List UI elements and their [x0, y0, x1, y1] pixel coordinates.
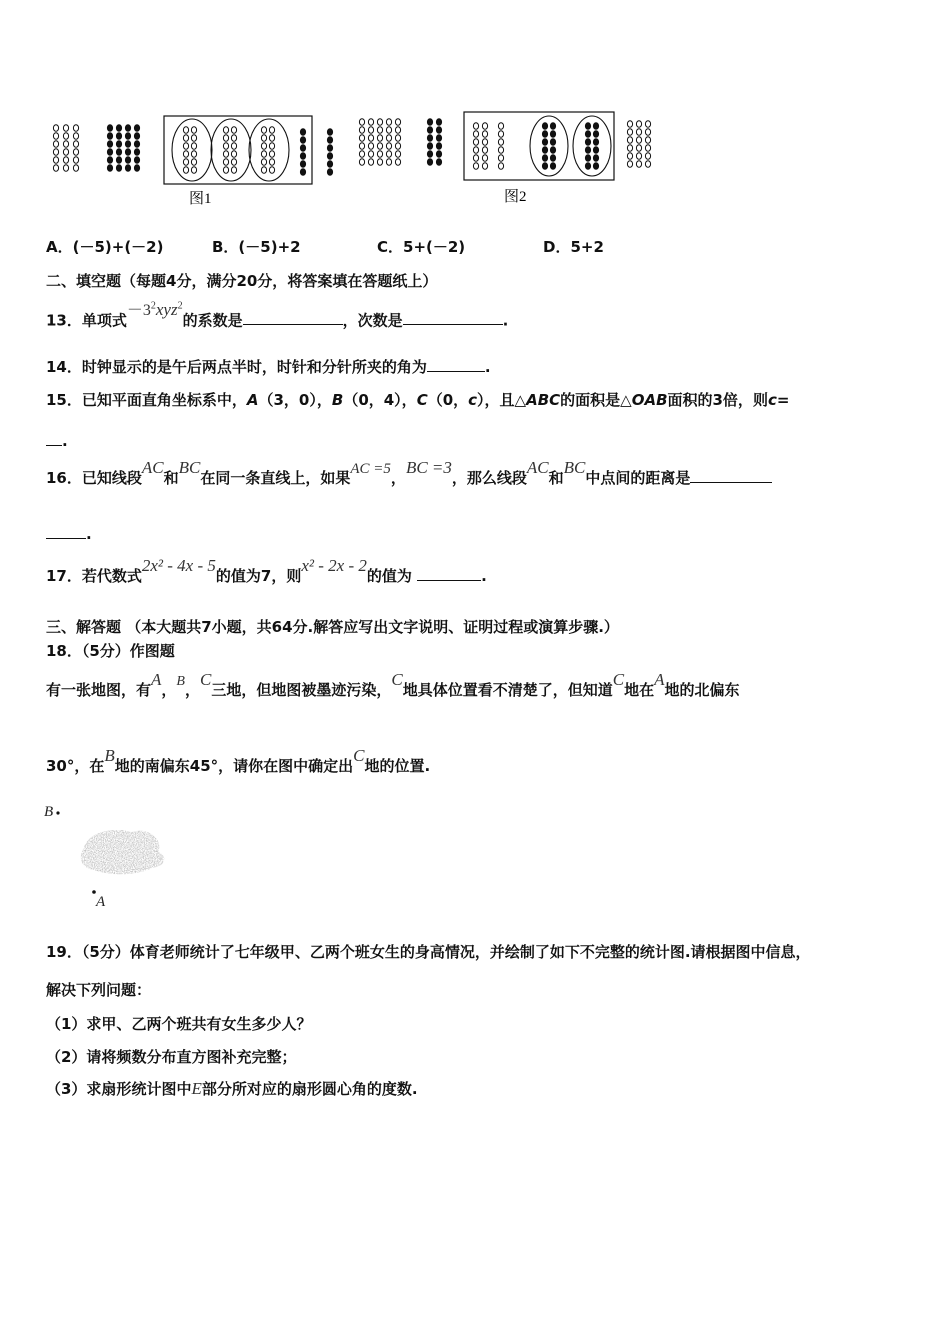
filled-dot — [427, 135, 432, 141]
answer-blank[interactable] — [243, 310, 343, 325]
point-b-label: B — [44, 804, 54, 820]
map-figure — [40, 796, 190, 916]
hollow-dot — [73, 125, 78, 131]
filled-dot — [427, 119, 432, 125]
hollow-dot — [183, 159, 188, 165]
hollow-dot — [395, 127, 400, 133]
hollow-dot — [191, 135, 196, 141]
hollow-dot — [223, 127, 228, 133]
hollow-dot — [183, 151, 188, 157]
filled-dot — [107, 149, 112, 155]
hollow-dot — [368, 151, 373, 157]
hollow-dot — [223, 159, 228, 165]
filled-dot — [550, 139, 555, 145]
hollow-dot — [269, 135, 274, 141]
filled-dot — [593, 155, 598, 161]
hollow-dot — [359, 151, 364, 157]
hollow-dot — [63, 149, 68, 155]
hollow-dot — [359, 119, 364, 125]
figure2-oval — [573, 116, 611, 176]
hollow-dot — [498, 147, 503, 153]
filled-dot — [550, 155, 555, 161]
hollow-dot — [482, 123, 487, 129]
filled-dot — [585, 123, 590, 129]
filled-dot — [300, 145, 305, 151]
hollow-dot — [63, 157, 68, 163]
hollow-dot — [627, 153, 632, 159]
hollow-dot — [191, 127, 196, 133]
point-b[interactable] — [56, 811, 59, 814]
hollow-dot — [627, 161, 632, 167]
filled-dot — [542, 147, 547, 153]
filled-dot — [125, 157, 130, 163]
filled-dot — [593, 131, 598, 137]
hollow-dot — [627, 129, 632, 135]
hollow-dot — [231, 159, 236, 165]
filled-dot — [125, 125, 130, 131]
hollow-dot — [73, 157, 78, 163]
question-18-line2: 30°，在B地的南偏东45°，请你在图中确定出C地的位置. — [46, 746, 431, 775]
hollow-dot — [645, 137, 650, 143]
filled-dot — [542, 139, 547, 145]
hollow-dot — [231, 127, 236, 133]
hollow-dot — [261, 127, 266, 133]
hollow-dot — [73, 165, 78, 171]
filled-dot — [327, 137, 332, 143]
hollow-dot — [368, 143, 373, 149]
hollow-dot — [223, 143, 228, 149]
hollow-dot — [498, 123, 503, 129]
filled-dot — [116, 133, 121, 139]
hollow-dot — [636, 145, 641, 151]
question-17: 17．若代数式2x² - 4x - 5的值为7，则x² - 2x - 2的值为 . — [46, 556, 487, 585]
figure2-caption: 图2 — [504, 189, 527, 205]
hollow-dot — [269, 127, 274, 133]
hollow-dot — [645, 145, 650, 151]
point-a-label: A — [96, 894, 106, 910]
hollow-dot — [53, 125, 58, 131]
hollow-dot — [386, 143, 391, 149]
filled-dot — [436, 119, 441, 125]
hollow-dot — [53, 133, 58, 139]
filled-dot — [116, 149, 121, 155]
filled-dot — [542, 131, 547, 137]
hollow-dot — [368, 127, 373, 133]
filled-dot — [436, 151, 441, 157]
filled-dot — [585, 155, 590, 161]
hollow-dot — [261, 159, 266, 165]
hollow-dot — [473, 147, 478, 153]
hollow-dot — [498, 155, 503, 161]
hollow-dot — [269, 159, 274, 165]
hollow-dot — [395, 151, 400, 157]
filled-dot — [134, 157, 139, 163]
hollow-dot — [636, 161, 641, 167]
hollow-dot — [386, 135, 391, 141]
filled-dot — [107, 165, 112, 171]
hollow-dot — [73, 149, 78, 155]
figure1-box — [164, 116, 312, 184]
filled-dot — [107, 125, 112, 131]
filled-dot — [300, 137, 305, 143]
filled-dot — [427, 127, 432, 133]
q13-math: $-3^2xyz^2$ — [126, 300, 183, 320]
hollow-dot — [63, 125, 68, 131]
filled-dot — [585, 163, 590, 169]
filled-dot — [134, 165, 139, 171]
filled-dot — [125, 141, 130, 147]
question-19-sub3: （3）求扇形统计图中E部分所对应的扇形圆心角的度数. — [46, 1079, 418, 1098]
hollow-dot — [191, 143, 196, 149]
hollow-dot — [482, 155, 487, 161]
hollow-dot — [269, 167, 274, 173]
hollow-dot — [473, 123, 478, 129]
hollow-dot — [498, 139, 503, 145]
filled-dot — [107, 157, 112, 163]
hollow-dot — [386, 159, 391, 165]
hollow-dot — [627, 121, 632, 127]
hollow-dot — [63, 133, 68, 139]
hollow-dot — [395, 143, 400, 149]
hollow-dot — [191, 159, 196, 165]
hollow-dot — [645, 161, 650, 167]
hollow-dot — [359, 159, 364, 165]
hollow-dot — [482, 163, 487, 169]
filled-dot — [550, 131, 555, 137]
hollow-dot — [482, 139, 487, 145]
figure1-oval — [211, 119, 251, 181]
filled-dot — [585, 131, 590, 137]
filled-dot — [134, 133, 139, 139]
filled-dot — [125, 149, 130, 155]
filled-dot — [116, 125, 121, 131]
question-18-title: 18．（5分）作图题 — [46, 642, 175, 660]
hollow-dot — [73, 141, 78, 147]
hollow-dot — [191, 167, 196, 173]
question-19-sub2: （2）请将频数分布直方图补充完整； — [46, 1048, 297, 1066]
hollow-dot — [377, 143, 382, 149]
question-19-sub1: （1）求甲、乙两个班共有女生多少人？ — [46, 1015, 312, 1033]
filled-dot — [542, 163, 547, 169]
hollow-dot — [377, 151, 382, 157]
hollow-dot — [645, 129, 650, 135]
question-16: 16．已知线段AC和BC在同一条直线上，如果AC =5，BC =3，那么线段AC和BC中点间的距离是 — [46, 458, 772, 499]
hollow-dot — [636, 121, 641, 127]
figure2-oval — [530, 116, 568, 176]
hollow-dot — [231, 135, 236, 141]
hollow-dot — [627, 145, 632, 151]
hollow-dot — [261, 167, 266, 173]
ink-blot — [81, 830, 164, 874]
hollow-dot — [53, 149, 58, 155]
hollow-dot — [395, 119, 400, 125]
figure1-oval — [249, 119, 289, 181]
filled-dot — [550, 163, 555, 169]
filled-dot — [107, 133, 112, 139]
filled-dot — [436, 135, 441, 141]
hollow-dot — [231, 167, 236, 173]
hollow-dot — [223, 151, 228, 157]
filled-dot — [300, 169, 305, 175]
hollow-dot — [377, 135, 382, 141]
filled-dot — [593, 147, 598, 153]
question-14: 14．时钟显示的是午后两点半时，时针和分针所夹的角为 . — [46, 358, 491, 376]
q13-prefix: 13．单项式 — [46, 311, 127, 330]
filled-dot — [134, 149, 139, 155]
hollow-dot — [269, 151, 274, 157]
filled-dot — [550, 123, 555, 129]
hollow-dot — [395, 135, 400, 141]
question-19-line1: 19．（5分）体育老师统计了七年级甲、乙两个班女生的身高情况，并绘制了如下不完整的统计图.请根据图中信息， — [46, 943, 811, 961]
filled-dot — [300, 129, 305, 135]
filled-dot — [125, 133, 130, 139]
filled-dot — [134, 125, 139, 131]
hollow-dot — [359, 143, 364, 149]
filled-dot — [327, 161, 332, 167]
hollow-dot — [498, 131, 503, 137]
filled-dot — [125, 165, 130, 171]
hollow-dot — [473, 155, 478, 161]
hollow-dot — [636, 137, 641, 143]
section2-title: 二、填空题（每题4分，满分20分，将答案填在答题纸上） — [46, 272, 438, 290]
hollow-dot — [395, 159, 400, 165]
filled-dot — [542, 123, 547, 129]
filled-dot — [116, 141, 121, 147]
hollow-dot — [645, 153, 650, 159]
hollow-dot — [377, 127, 382, 133]
hollow-dot — [223, 135, 228, 141]
hollow-dot — [386, 127, 391, 133]
hollow-dot — [645, 121, 650, 127]
hollow-dot — [359, 127, 364, 133]
hollow-dot — [386, 119, 391, 125]
filled-dot — [436, 143, 441, 149]
answer-blank[interactable] — [417, 566, 481, 581]
hollow-dot — [627, 137, 632, 143]
figure1-caption: 图1 — [189, 191, 212, 207]
hollow-dot — [223, 167, 228, 173]
hollow-dot — [368, 159, 373, 165]
hollow-dot — [53, 157, 58, 163]
filled-dot — [593, 139, 598, 145]
section3-title: 三、解答题 （本大题共7小题，共64分.解答应写出文字说明、证明过程或演算步骤.） — [46, 618, 619, 636]
filled-dot — [427, 151, 432, 157]
filled-dot — [327, 169, 332, 175]
hollow-dot — [261, 135, 266, 141]
hollow-dot — [636, 129, 641, 135]
filled-dot — [427, 159, 432, 165]
hollow-dot — [386, 151, 391, 157]
hollow-dot — [183, 127, 188, 133]
hollow-dot — [359, 135, 364, 141]
filled-dot — [327, 129, 332, 135]
option-b: B．(－5)+2 — [212, 238, 301, 256]
hollow-dot — [53, 165, 58, 171]
hollow-dot — [473, 163, 478, 169]
dot-pattern-figures — [40, 110, 680, 210]
hollow-dot — [269, 143, 274, 149]
hollow-dot — [231, 143, 236, 149]
answer-blank[interactable] — [690, 468, 772, 483]
question-15-line2: . — [46, 431, 68, 450]
hollow-dot — [183, 167, 188, 173]
hollow-dot — [377, 159, 382, 165]
hollow-dot — [53, 141, 58, 147]
hollow-dot — [473, 131, 478, 137]
hollow-dot — [636, 153, 641, 159]
answer-blank[interactable] — [46, 524, 86, 539]
filled-dot — [327, 153, 332, 159]
filled-dot — [300, 161, 305, 167]
filled-dot — [134, 141, 139, 147]
hollow-dot — [368, 135, 373, 141]
filled-dot — [436, 127, 441, 133]
hollow-dot — [183, 135, 188, 141]
answer-blank[interactable] — [46, 431, 62, 446]
filled-dot — [116, 157, 121, 163]
question-15: 15．已知平面直角坐标系中，A（3，0），B（0，4），C（0，c），且△ABC的面积是△OAB面积的3倍，则c= — [46, 391, 790, 409]
filled-dot — [550, 147, 555, 153]
filled-dot — [593, 163, 598, 169]
hollow-dot — [482, 147, 487, 153]
filled-dot — [593, 123, 598, 129]
hollow-dot — [73, 133, 78, 139]
hollow-dot — [261, 151, 266, 157]
hollow-dot — [498, 163, 503, 169]
filled-dot — [116, 165, 121, 171]
option-d: D．5+2 — [543, 238, 604, 256]
filled-dot — [327, 145, 332, 151]
option-a: A．(－5)+(－2) — [46, 238, 164, 256]
filled-dot — [436, 159, 441, 165]
filled-dot — [300, 153, 305, 159]
hollow-dot — [482, 131, 487, 137]
filled-dot — [107, 141, 112, 147]
filled-dot — [427, 143, 432, 149]
figure2-box — [464, 112, 614, 180]
question-16-line2: . — [46, 524, 92, 543]
hollow-dot — [261, 143, 266, 149]
question-18-line1: 有一张地图，有A，B，C三地，但地图被墨迹污染，C地具体位置看不清楚了，但知道C地在A地的北偏东 — [46, 670, 740, 699]
hollow-dot — [368, 119, 373, 125]
filled-dot — [585, 147, 590, 153]
answer-blank[interactable] — [427, 357, 485, 372]
hollow-dot — [63, 165, 68, 171]
hollow-dot — [231, 151, 236, 157]
filled-dot — [542, 155, 547, 161]
hollow-dot — [183, 143, 188, 149]
hollow-dot — [377, 119, 382, 125]
hollow-dot — [191, 151, 196, 157]
hollow-dot — [63, 141, 68, 147]
answer-blank[interactable] — [403, 310, 503, 325]
hollow-dot — [473, 139, 478, 145]
question-19-line2: 解决下列问题： — [46, 981, 152, 999]
filled-dot — [585, 139, 590, 145]
question-13: 13．单项式$-3^2xyz^2$的系数是 ，次数是 . — [46, 300, 509, 330]
option-c: C．5+(－2) — [377, 238, 466, 256]
